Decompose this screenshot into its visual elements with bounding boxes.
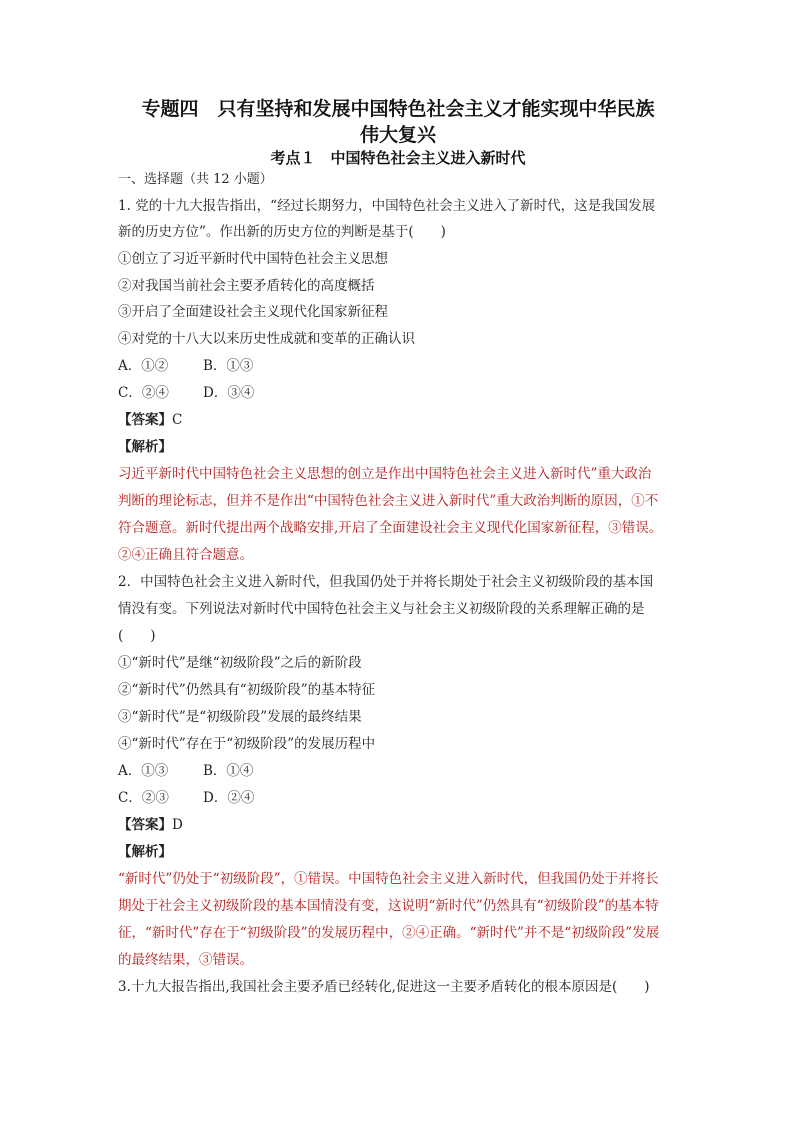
q2-option-a: A．①③: [118, 763, 169, 779]
q1-answer: [118, 410, 182, 430]
section-heading: 一、选择题（共 12 小题）: [118, 172, 273, 187]
q2-item-2: ②“新时代”仍然具有“初级阶段”的基本特征: [118, 682, 376, 698]
q1-item-3: ③开启了全面建设社会主义现代化国家新征程: [118, 304, 388, 320]
q1-options-row-2: [118, 383, 254, 403]
q1-option-a: A．①②: [118, 358, 169, 374]
q1-analysis-line-2: 判断的理论标志，但并不是作出“中国特色社会主义进入新时代”重大政治判断的原因，①不: [118, 493, 659, 509]
q3-stem-line-1: 3.十九大报告指出,我国社会主要矛盾已经转化,促进这一主要矛盾转化的根本原因是( ): [118, 979, 650, 995]
q1-option-c: C．②④: [118, 385, 169, 401]
q2-option-c: C．②③: [118, 790, 169, 806]
q2-stem-line-1: 2．中国特色社会主义进入新时代，但我国仍处于并将长期处于社会主义初级阶段的基本国: [118, 574, 654, 590]
q2-option-d: D．②④: [203, 790, 255, 806]
q2-item-1: ①“新时代”是继“初级阶段”之后的新阶段: [118, 655, 362, 671]
q2-answer-value: D: [172, 817, 183, 833]
q1-analysis-line-1: 习近平新时代中国特色社会主义思想的创立是作出中国特色社会主义进入新时代”重大政治: [118, 466, 652, 482]
q1-option-b: B．①③: [203, 358, 254, 374]
q2-stem-line-3: ( ): [118, 628, 156, 644]
q2-analysis-line-4: 的最终结果，③错误。: [118, 952, 253, 968]
q2-analysis-line-2: 期处于社会主义初级阶段的基本国情没有变，这说明“新时代”仍然具有“初级阶段”的基本特: [118, 898, 659, 914]
answer-label: 【答案】: [118, 817, 172, 833]
answer-label: 【答案】: [118, 412, 172, 428]
q1-analysis-line-4: ②④正确且符合题意。: [118, 547, 253, 563]
q2-item-3: ③“新时代”是“初级阶段”发展的最终结果: [118, 709, 362, 725]
q1-item-4: ④对党的十八大以来历史性成就和变革的正确认识: [118, 331, 415, 347]
q1-stem-line-1: 1. 党的十九大报告指出，“经过长期努力，中国特色社会主义进入了新时代，这是我国发展: [118, 198, 656, 214]
q2-options-row-1: [118, 761, 253, 781]
q2-stem-line-2: 情没有变。下列说法对新时代中国特色社会主义与社会主义初级阶段的关系理解正确的是: [118, 601, 645, 617]
q2-analysis-line-1: “新时代”仍处于“初级阶段”，①错误。中国特色社会主义进入新时代，但我国仍处于并将长: [118, 871, 659, 887]
page-title-line-2: 伟大复兴: [359, 124, 436, 146]
section-subtitle: 考点１ 中国特色社会主义进入新时代: [270, 149, 526, 167]
q1-options-row-1: [118, 356, 253, 376]
q1-item-2: ②对我国当前社会主要矛盾转化的高度概括: [118, 278, 375, 294]
q2-analysis-line-3: 征，“新时代”存在于“初级阶段”的发展历程中，②④正确。“新时代”并不是“初级阶段”发展: [118, 925, 660, 941]
q2-answer: [118, 815, 183, 835]
q2-options-row-2: [118, 788, 254, 808]
q1-answer-value: C: [172, 412, 183, 428]
q1-analysis-line-3: 符合题意。新时代提出两个战略安排,开启了全面建设社会主义现代化国家新征程，③错误。: [118, 520, 663, 536]
q2-option-b: B．①④: [203, 763, 254, 779]
q2-analysis-label: 【解析】: [118, 844, 172, 860]
q1-option-d: D．③④: [203, 385, 255, 401]
q1-stem-line-2: 新的历史方位”。作出新的历史方位的判断是基于( ): [118, 224, 446, 240]
q1-item-1: ①创立了习近平新时代中国特色社会主义思想: [118, 251, 388, 267]
q1-analysis-label: 【解析】: [118, 439, 172, 455]
page-title-line-1: 专题四 只有坚持和发展中国特色社会主义才能实现中华民族: [141, 98, 655, 120]
q2-item-4: ④“新时代”存在于“初级阶段”的发展历程中: [118, 736, 376, 752]
